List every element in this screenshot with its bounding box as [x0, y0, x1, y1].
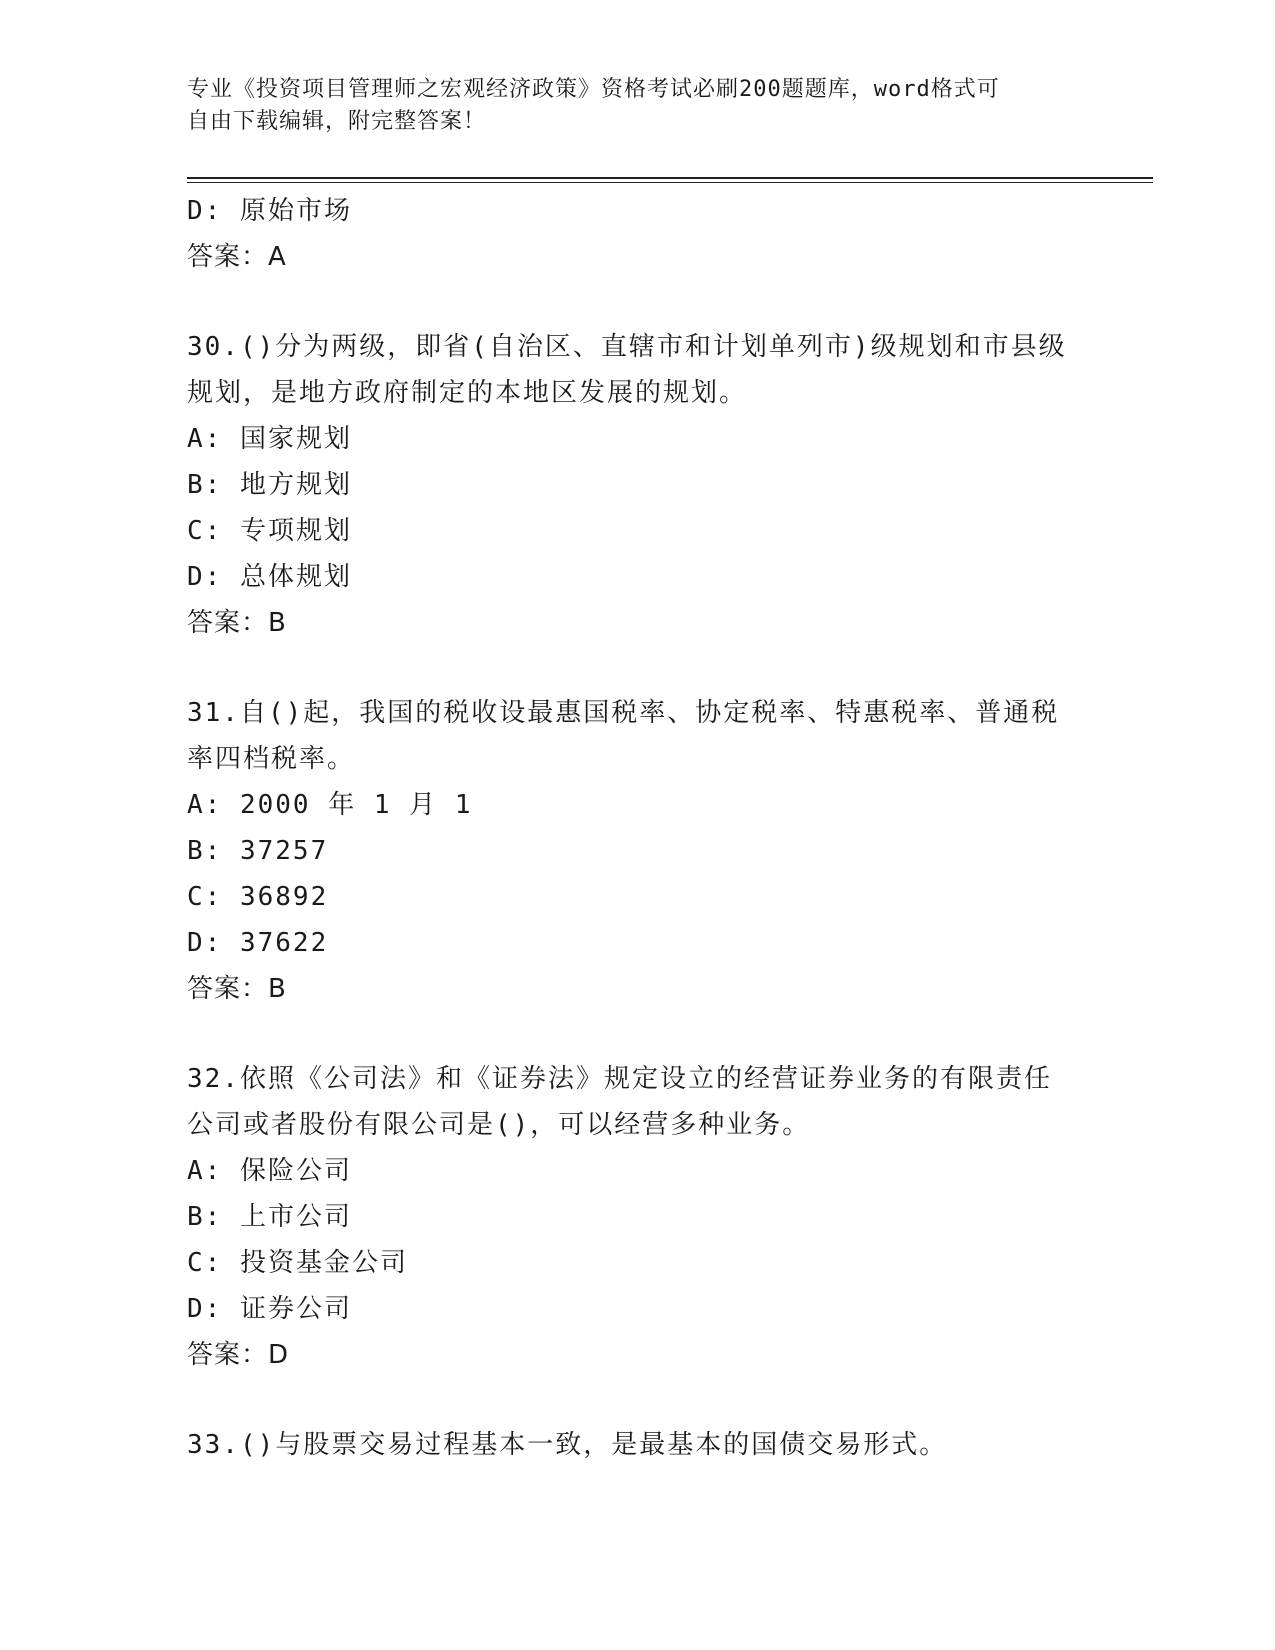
header-line-2: 自由下载编辑，附完整答案！	[187, 109, 487, 134]
question-stem-line-2: 规划，是地方政府制定的本地区发展的规划。	[187, 378, 748, 408]
question-31	[187, 690, 1087, 1012]
option-c: C: 专项规划	[187, 516, 352, 546]
option-a: A: 2000 年 1 月 1	[187, 790, 473, 820]
answer-line: 答案：A	[187, 242, 287, 272]
option-b: B: 地方规划	[187, 470, 352, 500]
header-divider-thin	[187, 182, 1153, 183]
question-29-tail	[187, 188, 1087, 280]
option-d: D: 37622	[187, 928, 329, 958]
option-c: C: 36892	[187, 882, 329, 912]
question-30	[187, 324, 1087, 646]
question-stem-line-2: 公司或者股份有限公司是()，可以经营多种业务。	[187, 1110, 811, 1140]
option-d: D: 总体规划	[187, 562, 352, 592]
question-33	[187, 1422, 1087, 1468]
answer-line: 答案：B	[187, 974, 287, 1004]
answer-line: 答案：D	[187, 1340, 290, 1370]
option-a: A: 保险公司	[187, 1156, 352, 1186]
answer-line: 答案：B	[187, 608, 287, 638]
question-list	[187, 188, 1087, 1468]
option-b: B: 上市公司	[187, 1202, 352, 1232]
document-header	[187, 74, 1067, 138]
option-c: C: 投资基金公司	[187, 1248, 408, 1278]
question-stem-line-1: 33.()与股票交易过程基本一致，是最基本的国债交易形式。	[187, 1430, 948, 1460]
option-d: D: 证券公司	[187, 1294, 352, 1324]
question-stem-line-1: 30.()分为两级，即省(自治区、直辖市和计划单列市)级规划和市县级	[187, 332, 1067, 362]
header-line-1: 专业《投资项目管理师之宏观经济政策》资格考试必刷200题题库，word格式可	[187, 77, 1000, 102]
option-a: A: 国家规划	[187, 424, 352, 454]
question-32	[187, 1056, 1087, 1378]
question-stem-line-2: 率四档税率。	[187, 744, 356, 774]
question-stem-line-1: 31.自()起，我国的税收设最惠国税率、协定税率、特惠税率、普通税	[187, 698, 1060, 728]
header-divider-thick	[187, 177, 1153, 179]
option-b: B: 37257	[187, 836, 329, 866]
question-stem-line-1: 32.依照《公司法》和《证券法》规定设立的经营证券业务的有限责任	[187, 1064, 1052, 1094]
option-d: D: 原始市场	[187, 196, 352, 226]
